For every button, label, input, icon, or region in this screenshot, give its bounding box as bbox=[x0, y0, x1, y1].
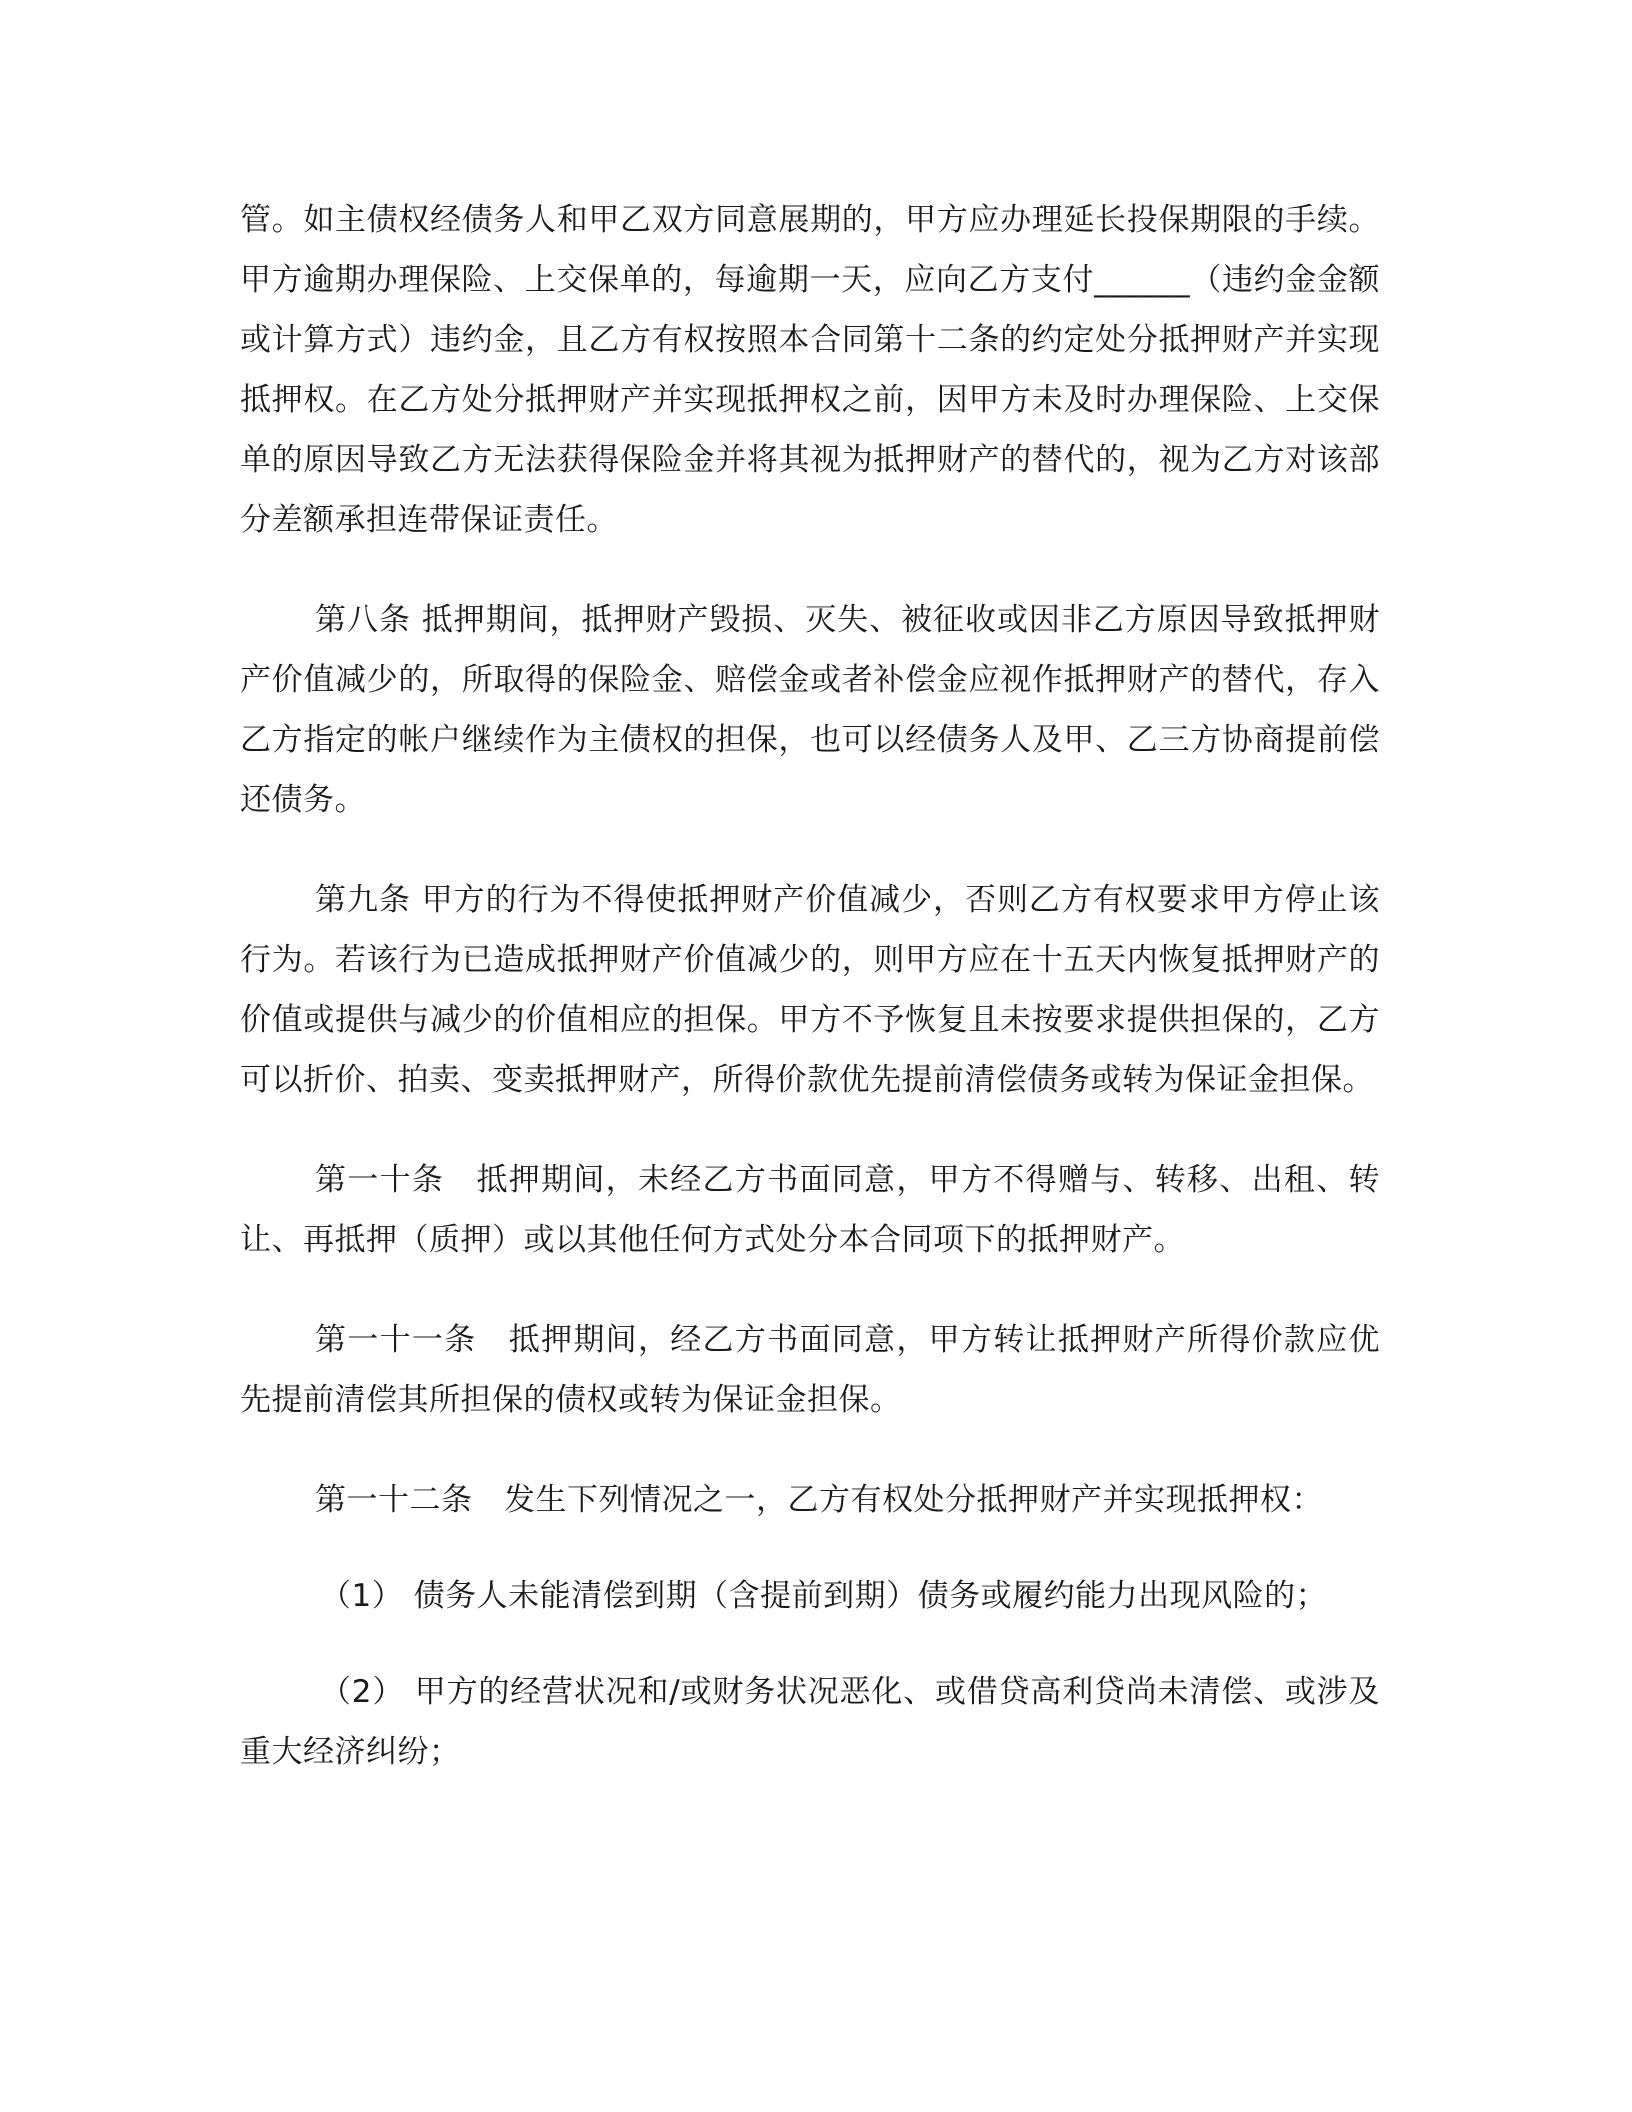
paragraph-article-11: 第一十一条 抵押期间，经乙方书面同意，甲方转让抵押财产所得价款应优先提前清偿其所担保的债权或转为保证金担保。 bbox=[240, 1322, 1380, 1418]
paragraph-article-10: 第一十条 抵押期间，未经乙方书面同意，甲方不得赠与、转移、出租、转让、再抵押（质押）或以其他任何方式处分本合同项下的抵押财产。 bbox=[240, 1162, 1380, 1258]
paragraph-article-12: 第一十二条 发生下列情况之一，乙方有权处分抵押财产并实现抵押权： bbox=[315, 1482, 1323, 1518]
paragraph-article-9: 第九条 甲方的行为不得使抵押财产价值减少，否则乙方有权要求甲方停止该行为。若该行为已造成抵押财产价值减少的，则甲方应在十五天内恢复抵押财产的价值或提供与减少的价值相应的担保。甲方不予恢复且未按要求提供担保的，乙方可以折价、拍卖、变卖抵押财产，所得价款优先提前清偿债务或转为保证金担保。 bbox=[240, 882, 1380, 1098]
paragraph-article-8: 第八条 抵押期间，抵押财产毁损、灭失、被征收或因非乙方原因导致抵押财产价值减少的，所取得的保险金、赔偿金或者补偿金应视作抵押财产的替代，存入乙方指定的帐户继续作为主债权的担保，也可以经债务人及甲、乙三方协商提前偿还债务。 bbox=[240, 602, 1380, 818]
list-item-2: （2） 甲方的经营状况和/或财务状况恶化、或借贷高利贷尚未清偿、或涉及重大经济纠纷； bbox=[240, 1674, 1380, 1770]
list-item-1: （1） 债务人未能清偿到期（含提前到期）债务或履约能力出现风险的； bbox=[320, 1578, 1328, 1614]
document-page bbox=[240, 190, 1380, 1782]
paragraph-insurance-continuation: 管。如主债权经债务人和甲乙双方同意展期的，甲方应办理延长投保期限的手续。甲方逾期办理保险、上交保单的，每逾期一天，应向乙方支付______（违约金金额或计算方式）违约金，且乙方有权按照本合同第十二条的约定处分抵押财产并实现抵押权。在乙方处分抵押财产并实现抵押权之前，因甲方未及时办理保险、上交保单的原因导致乙方无法获得保险金并将其视为抵押财产的替代的，视为乙方对该部分差额承担连带保证责任。 bbox=[240, 202, 1380, 538]
